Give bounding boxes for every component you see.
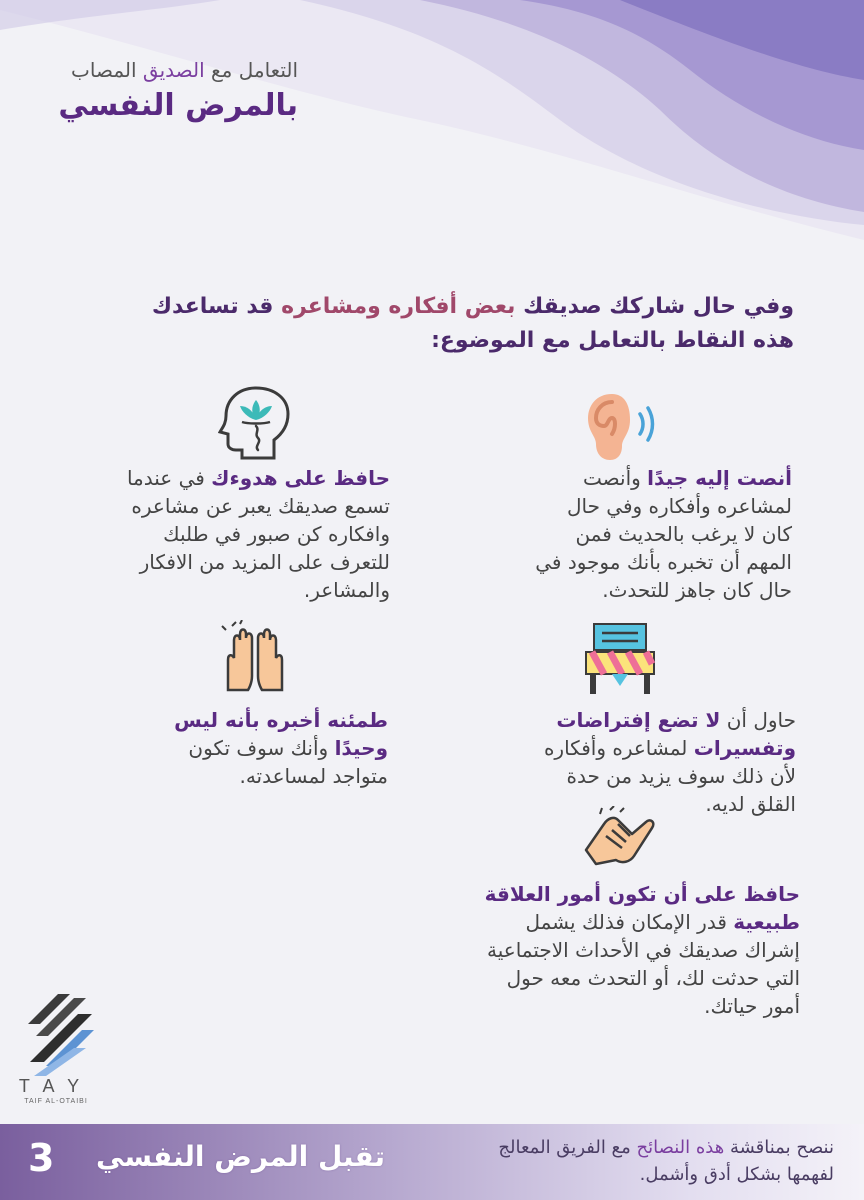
header-subtitle: التعامل مع الصديق المصاب <box>71 58 298 82</box>
tip-listen: أنصت إليه جيدًا وأنصت لمشاعره وأفكاره وفي حال كان لا يرغب بالحديث فمن المهم أن تخبره بأنك موجود في حال كان جاهز للتحدث. <box>535 466 792 602</box>
mind-lotus-icon <box>218 384 292 460</box>
footer-banner <box>0 1124 864 1200</box>
intro-paragraph: وفي حال شاركك صديقك بعض أفكاره ومشاعره قد تساعدك هذه النقاط بالتعامل مع الموضوع: <box>151 294 794 353</box>
logo-letters: TAY <box>18 1076 94 1096</box>
ear-icon <box>582 388 662 462</box>
roadblock-sign-icon <box>582 622 658 696</box>
tip-no-assumptions: حاول أن لا تضع إفتراضات وتفسيرات لمشاعره وأفكاره لأن ذلك سوف يزيد من حدة القلق لديه. <box>543 708 796 816</box>
page-title: بالمرض النفسي <box>58 88 298 123</box>
footer-note: ننصح بمناقشة هذه النصائح مع الفريق المعالج لفهمها بشكل أدق وأشمل. <box>498 1137 834 1185</box>
header-wave-decoration <box>0 0 864 300</box>
tip-reassure: طمئنه أخبره بأنه ليس وحيدًا وأنك سوف تكون متواجد لمساعدته. <box>174 708 388 788</box>
tip-calm: حافظ على هدوءك في عندما تسمع صديقك يعبر عن مشاعره وافكاره كن صبور في طلبك للتعرف على المزيد من الافكار والمشاعر. <box>126 466 390 602</box>
handshake-icon <box>582 806 658 868</box>
high-five-icon <box>218 620 292 696</box>
footer-title: تقبل المرض النفسي <box>96 1140 386 1173</box>
page-number: 3 <box>28 1136 55 1180</box>
tip-keep-normal: حافظ على أن تكون أمور العلاقة طبيعية قدر الإمكان فذلك يشمل إشراك صديقك في الأحداث الاجتماعية التي حدثت لك، أو التحدث معه حول أمور حياتك. <box>484 882 800 1018</box>
logo-subtitle: TAIF AL-OTAIBI <box>24 1098 88 1105</box>
